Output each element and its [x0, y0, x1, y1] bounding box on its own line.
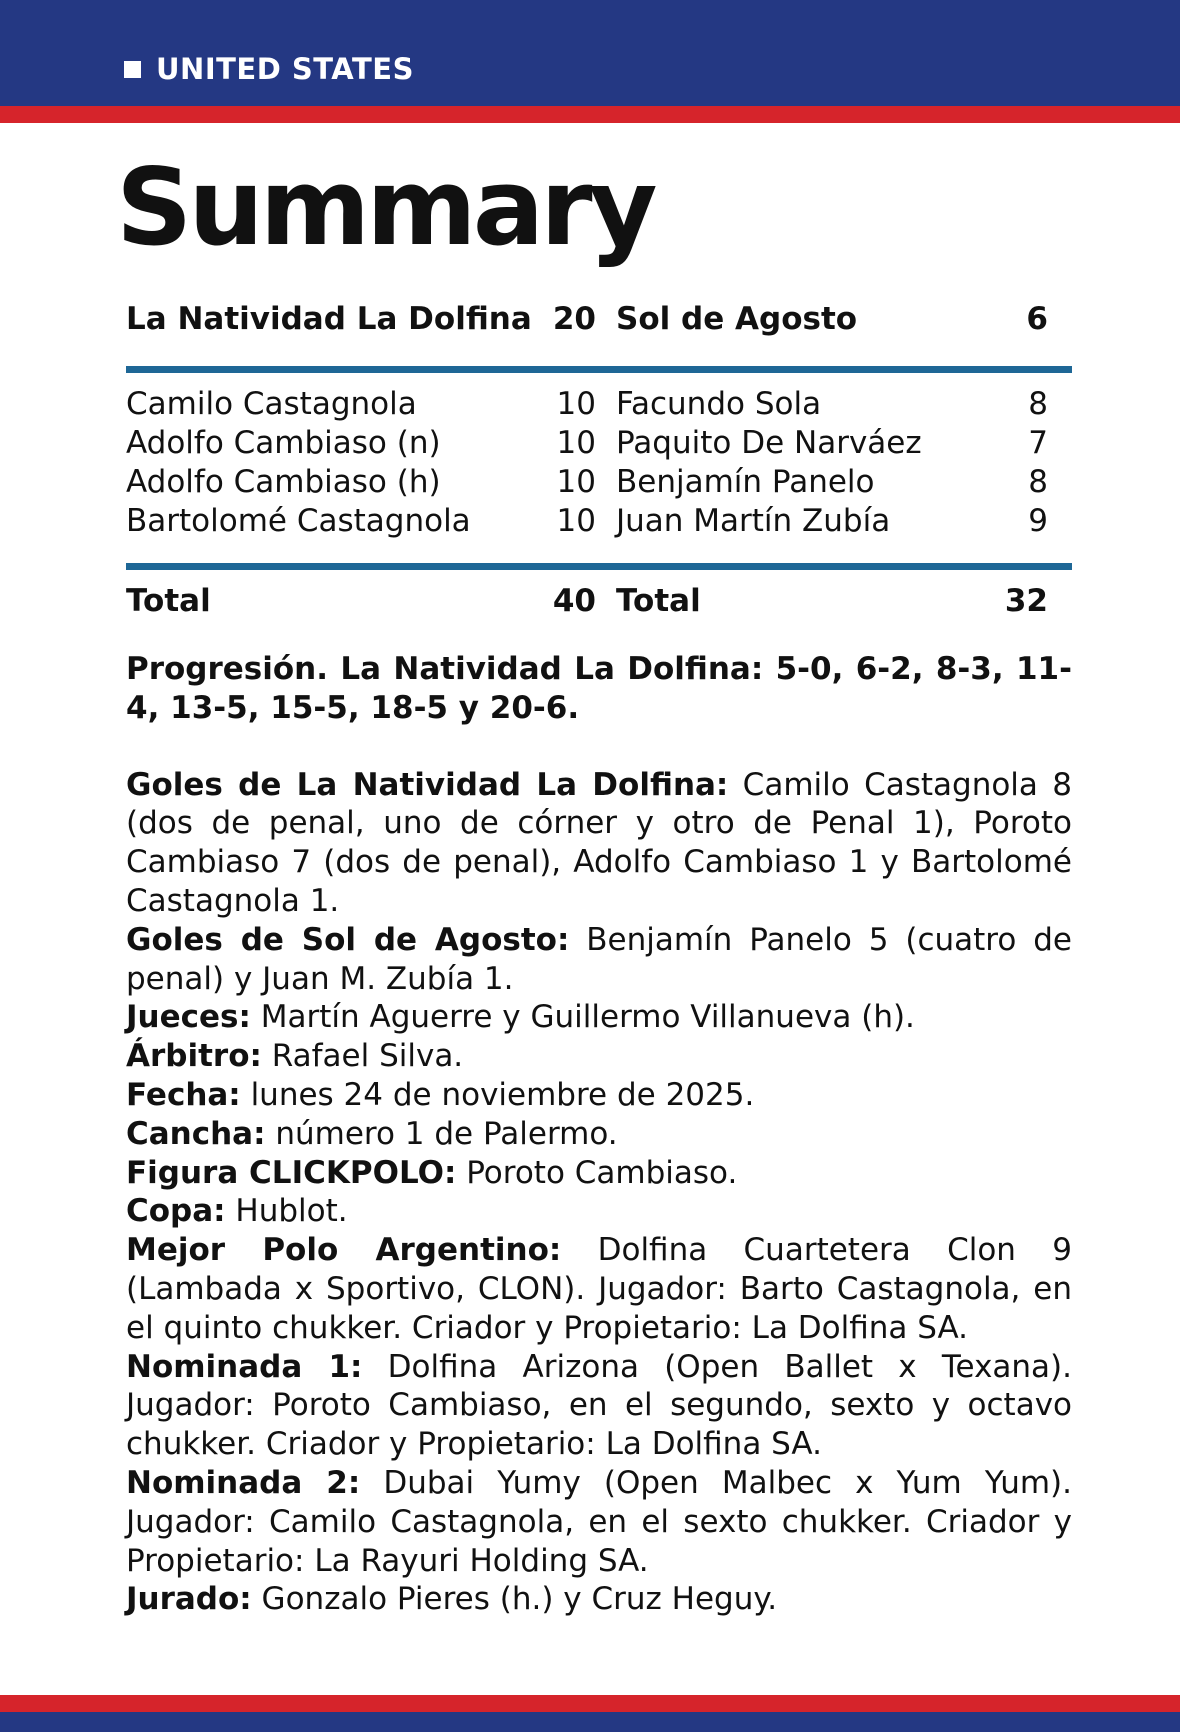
- detail-text: Dolfina Arizona (Open Ballet x Texana). Jugador: Poroto Cambiaso, en el segundo, sexto y octavo chukker. Criador y Propietario: La Dolfina SA.: [126, 1348, 1073, 1463]
- details-list: [126, 766, 1072, 1620]
- player-row: [126, 463, 1072, 502]
- detail-text: Rafael Silva.: [261, 1038, 464, 1075]
- detail-item: [126, 766, 1072, 921]
- home-team-name: La Natividad La Dolfina: [126, 301, 532, 337]
- away-team-name: Sol de Agosto: [616, 301, 858, 337]
- detail-item: [126, 921, 1072, 999]
- detail-item: [126, 1076, 1072, 1115]
- home-total: 40: [552, 583, 596, 619]
- home-player: Adolfo Cambiaso (h): [126, 464, 441, 500]
- score-table: [126, 300, 1072, 628]
- detail-item: [126, 1348, 1072, 1464]
- page-title: Summary: [116, 146, 654, 269]
- player-row: [126, 385, 1072, 424]
- detail-label: Cancha:: [126, 1115, 266, 1152]
- detail-label: Copa:: [126, 1193, 226, 1230]
- detail-item: [126, 1037, 1072, 1076]
- away-player-handicap: 7: [1028, 425, 1048, 461]
- detail-label: Goles de Sol de Agosto:: [126, 921, 570, 958]
- detail-label: Jueces:: [126, 999, 251, 1036]
- home-team-score: 20: [552, 301, 596, 337]
- away-player: Juan Martín Zubía: [616, 503, 891, 539]
- away-player-handicap: 8: [1028, 464, 1048, 500]
- detail-item: [126, 1580, 1072, 1619]
- detail-text: Dubai Yumy (Open Malbec x Yum Yum). Jugador: Camilo Castagnola, en el sexto chukker. Criador y Propietario: La Rayuri Holding SA.: [126, 1464, 1073, 1579]
- away-player: Facundo Sola: [616, 386, 822, 422]
- away-total: 32: [1004, 583, 1048, 619]
- home-player-handicap: 10: [556, 386, 596, 422]
- away-player-handicap: 8: [1028, 386, 1048, 422]
- detail-text: Camilo Castagnola 8 (dos de penal, uno de córner y otro de Penal 1), Poroto Cambiaso 7 (dos de penal), Adolfo Cambiaso 1 y Bartolomé Castagnola 1.: [126, 766, 1072, 919]
- detail-text: Benjamín Panelo 5 (cuatro de penal) y Juan M. Zubía 1.: [126, 921, 1072, 997]
- header-red-stripe: [0, 106, 1180, 123]
- detail-text: Dolfina Cuartetera Clon 9 (Lambada x Sportivo, CLON). Jugador: Barto Castagnola, en el quinto chukker. Criador y Propietario: La Dolfina SA.: [126, 1232, 1072, 1346]
- home-player-handicap: 10: [556, 464, 596, 500]
- detail-text: Hublot.: [225, 1193, 348, 1230]
- match-details: [126, 650, 1072, 1619]
- away-player-handicap: 9: [1028, 503, 1048, 539]
- detail-label: Jurado:: [126, 1581, 252, 1618]
- teams-row: [126, 300, 1072, 346]
- divider-rule: [126, 563, 1072, 570]
- away-player: Paquito De Narváez: [616, 425, 922, 461]
- detail-item: [126, 1154, 1072, 1193]
- detail-item: [126, 1115, 1072, 1154]
- section-label: [124, 52, 414, 86]
- divider-rule: [126, 366, 1072, 373]
- section-label-text: UNITED STATES: [156, 52, 414, 86]
- detail-text: Gonzalo Pieres (h.) y Cruz Heguy.: [251, 1581, 778, 1618]
- detail-label: Fecha:: [126, 1076, 241, 1113]
- home-player: Adolfo Cambiaso (n): [126, 425, 441, 461]
- detail-label: Figura CLICKPOLO:: [126, 1154, 457, 1191]
- detail-label: Árbitro:: [126, 1038, 262, 1075]
- home-player: Bartolomé Castagnola: [126, 503, 471, 539]
- detail-text: Martín Aguerre y Guillermo Villanueva (h).: [250, 999, 915, 1036]
- totals-row: [126, 582, 1072, 628]
- progression-text: Progresión. La Natividad La Dolfina: 5-0, 6-2, 8-3, 11-4, 13-5, 15-5, 18-5 y 20-6.: [126, 651, 1072, 726]
- away-total-label: Total: [616, 583, 701, 619]
- detail-text: número 1 de Palermo.: [265, 1115, 618, 1152]
- detail-item: [126, 1464, 1072, 1580]
- home-player-handicap: 10: [556, 503, 596, 539]
- footer-red-stripe: [0, 1695, 1180, 1712]
- detail-text: lunes 24 de noviembre de 2025.: [240, 1076, 755, 1113]
- detail-label: Nominada 1:: [126, 1348, 363, 1385]
- detail-item: [126, 1231, 1072, 1347]
- detail-label: Mejor Polo Argentino:: [126, 1232, 562, 1269]
- away-player: Benjamín Panelo: [616, 464, 875, 500]
- player-row: [126, 502, 1072, 541]
- detail-item: [126, 998, 1072, 1037]
- detail-item: [126, 1192, 1072, 1231]
- home-player-handicap: 10: [556, 425, 596, 461]
- away-team-score: 6: [1026, 301, 1048, 337]
- home-player: Camilo Castagnola: [126, 386, 417, 422]
- detail-label: Goles de La Natividad La Dolfina:: [126, 766, 729, 803]
- footer-bar: [0, 1712, 1180, 1732]
- detail-label: Nominada 2:: [126, 1464, 361, 1501]
- player-row: [126, 424, 1072, 463]
- detail-text: Poroto Cambiaso.: [456, 1154, 738, 1191]
- home-total-label: Total: [126, 583, 211, 619]
- square-bullet-icon: [124, 61, 141, 78]
